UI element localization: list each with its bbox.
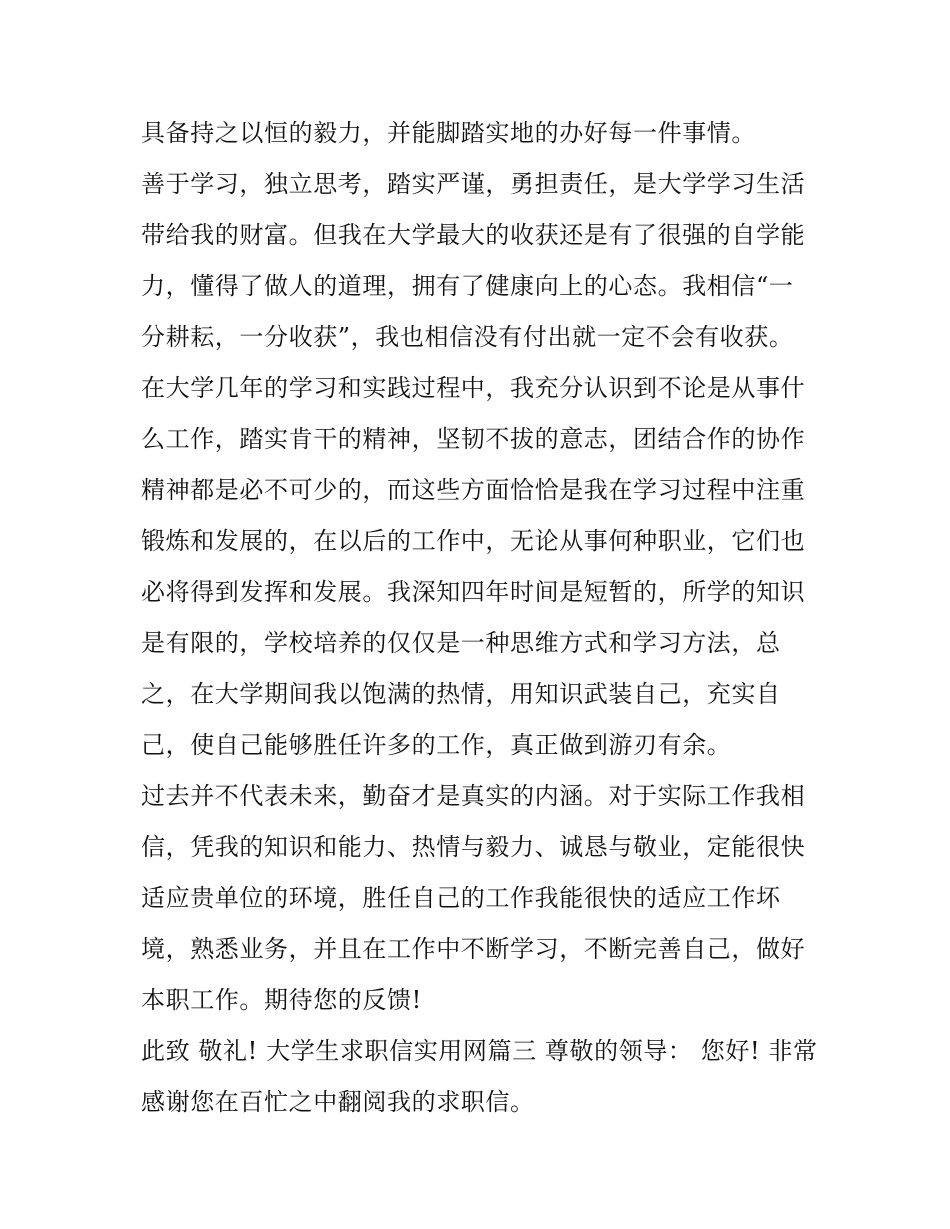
text-line: 之，在大学期间我以饱满的热情，用知识武装自己，充实自 — [141, 680, 781, 708]
text-line: 此致 敬礼! 大学生求职信实用网篇三 尊敬的领导： 您好! 非常 — [141, 1037, 818, 1065]
text-line: 精神都是必不可少的，而这些方面恰恰是我在学习过程中注重 — [141, 476, 806, 504]
text-line: 过去并不代表未来，勤奋才是真实的内涵。对于实际工作我相 — [141, 782, 806, 810]
text-line: 感谢您在百忙之中翻阅我的求职信。 — [141, 1088, 535, 1116]
text-line: 具备持之以恒的毅力，并能脚踏实地的办好每一件事情。 — [141, 119, 756, 147]
text-line: 带给我的财富。但我在大学最大的收获还是有了很强的自学能 — [141, 221, 806, 249]
text-line: 适应贵单位的环境，胜任自己的工作我能很快的适应工作坏 — [141, 884, 781, 912]
text-line: 境，熟悉业务，并且在工作中不断学习，不断完善自己，做好 — [141, 935, 806, 963]
text-line: 在大学几年的学习和实践过程中，我充分认识到不论是从事什 — [141, 374, 806, 402]
text-line: 分耕耘，一分收获”，我也相信没有付出就一定不会有收获。 — [141, 323, 794, 351]
text-line: 是有限的，学校培养的仅仅是一种思维方式和学习方法，总 — [141, 629, 781, 657]
text-line: 本职工作。期待您的反馈! — [141, 986, 422, 1014]
text-line: 信，凭我的知识和能力、热情与毅力、诚恳与敬业，定能很快 — [141, 833, 806, 861]
text-line: 锻炼和发展的，在以后的工作中，无论从事何种职业，它们也 — [141, 527, 806, 555]
text-line: 么工作，踏实肯干的精神，坚韧不拔的意志，团结合作的协作 — [141, 425, 806, 453]
letter-body — [141, 108, 821, 1128]
text-line: 力，懂得了做人的道理，拥有了健康向上的心态。我相信“一 — [141, 272, 794, 300]
text-line: 己，使自己能够胜任许多的工作，真正做到游刃有余。 — [141, 731, 732, 759]
text-line: 必将得到发挥和发展。我深知四年时间是短暂的，所学的知识 — [141, 578, 806, 606]
text-line: 善于学习，独立思考，踏实严谨，勇担责任，是大学学习生活 — [141, 170, 806, 198]
